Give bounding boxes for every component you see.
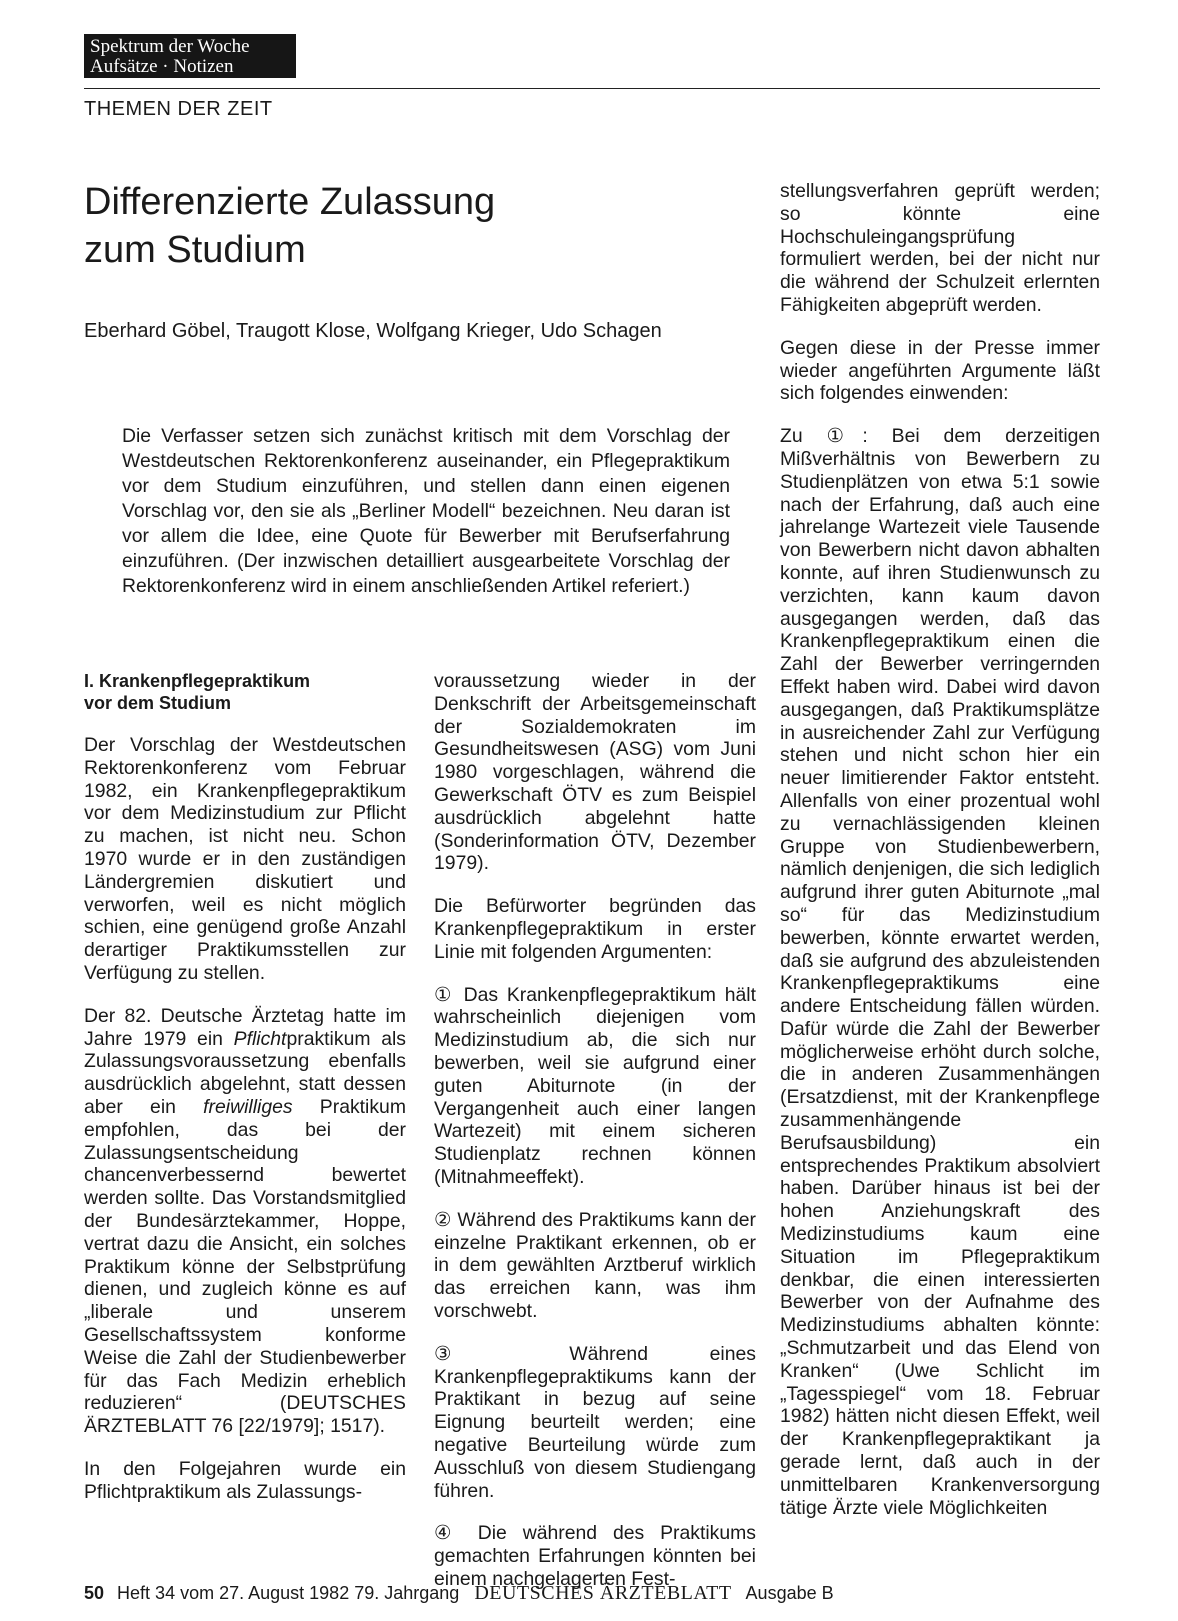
heading-line-1: I. Krankenpflegepraktikum [84, 671, 311, 691]
emphasis-pflicht: Pflicht [233, 1027, 287, 1050]
section-header-box [84, 34, 296, 78]
header-box-line2: Aufsätze · Notizen [90, 56, 234, 77]
authors: Eberhard Göbel, Traugott Klose, Wolfgang Krieger, Udo Schagen [84, 320, 662, 342]
heading-line-2: vor dem Studium [84, 693, 232, 713]
text-run: praktikum als Zulassungsvoraussetzung ebenfalls ausdrücklich abgelehnt, statt dessen aber ein [84, 1027, 406, 1118]
edition: Ausgabe B [745, 1583, 834, 1603]
paragraph [84, 1005, 406, 1438]
section-label: THEMEN DER ZEIT [84, 98, 273, 120]
text-run: Praktikum empfohlen, das bei der Zulassungsentscheidung chancenverbessernd bewertet werden sollte. Das Vorstandsmitglied der Bundesärztekammer, Hoppe, vertrat dazu die Ansicht, ein solches Praktikum könne der Selbstprüfung dienen, und zugleich könne es auf „liberale und unserem Gesellschaftssystem konforme Weise die Zahl der Studienbewerber für das Fach Medizin erheblich reduzieren“ (DEUTSCHES ÄRZTEBLATT 76 [22/1979]; 1517). [84, 1095, 406, 1438]
paragraph: Der Vorschlag der Westdeutschen Rektorenkonferenz vom Februar 1982, ein Krankenpflegepraktikum vor dem Medizinstudium zur Pflicht zu machen, ist nicht neu. Schon 1970 wurde er in den zuständigen Ländergremien diskutiert und verworfen, weil es nicht möglich schien, eine genügend große Anzahl derartiger Praktikumsstellen zur Verfügung zu stellen. [84, 734, 406, 984]
paragraph: ③ Während eines Krankenpflegepraktikums kann der Praktikant in bezug auf seine Eignung beurteilt werden; eine negative Beurteilung würde zum Ausschluß von diesem Studiengang führen. [434, 1342, 756, 1502]
column-2 [434, 670, 756, 1611]
issue-info: Heft 34 vom 27. August 1982 79. Jahrgang [117, 1583, 460, 1603]
paragraph: ④ Die während des Praktikums gemachten Erfahrungen könnten bei einem nachgelagerten Fest- [434, 1522, 756, 1590]
header-rule [84, 88, 1100, 89]
paragraph: ② Während des Praktikums kann der einzelne Praktikant erkennen, ob er in dem gewählten Arztberuf wirklich das erreichen kann, was ihm vorschwebt. [434, 1208, 756, 1322]
emphasis-freiwilliges: freiwilliges [203, 1095, 293, 1118]
paragraph: ① Das Krankenpflegepraktikum hält wahrscheinlich diejenigen vom Medizinstudium ab, die sich nur bewerben, weil sie aufgrund einer guten Abiturnote (in der Vergangenheit auch einer langen Wartezeit) mit einem sicheren Studienplatz rechnen können (Mitnahmeeffekt). [434, 983, 756, 1188]
column-1 [84, 670, 406, 1524]
magazine-name: DEUTSCHES ÄRZTEBLATT [474, 1582, 732, 1604]
paragraph: stellungsverfahren geprüft werden; so könnte eine Hochschuleingangsprüfung formuliert werden, bei der nicht nur die während der Schulzeit erlernten Fähigkeiten abgeprüft werden. [780, 180, 1100, 316]
section-heading [84, 670, 406, 714]
page-number: 50 [84, 1583, 105, 1603]
paragraph: Zu ①: Bei dem derzeitigen Mißverhältnis von Bewerbern zu Studienplätzen von etwa 5:1 sowie nach der Erfahrung, daß auch eine jahrelange Wartezeit viele Tausende von Bewerbern nicht davon abhalten konnte, auf ihren Studienwunsch zu verzichten, kann kaum davon ausgegangen werden, daß das Krankenpflegepraktikum einen die Zahl der Bewerber verringernden Effekt haben wird. Dabei wird davon ausgegangen, daß Praktikumsplätze in ausreichender Zahl zur Verfügung stehen und nicht schon hier ein neuer limitierender Faktor entsteht. Allenfalls von einer prozentual wohl zu vernachlässigenden kleinen Gruppe von Studienbewerbern, nämlich denjenigen, die sich lediglich aufgrund ihrer guten Abiturnote „mal so“ für das Medizinstudium bewerben, könnte erwartet werden, daß sie aufgrund des abzuleistenden Krankenpflegepraktikums eine andere Entscheidung fällen würden. Dafür würde die Zahl der Bewerber möglicherweise erhöht durch solche, die in anderen Zusammenhängen (Ersatzdienst, mit der Krankenpflege zusammenhängende Berufsausbildung) ein entsprechendes Praktikum absolviert haben. Darüber hinaus ist bei der hohen Anziehungskraft des Medizinstudiums kaum eine Situation im Pflegepraktikum denkbar, die einen interessierten Bewerber von der Aufnahme des Medizinstudiums abhalten könnte: „Schmutzarbeit und das Elend von Kranken“ (Uwe Schlicht im „Tagesspiegel“ vom 18. Februar 1982) hätten nicht diesen Effekt, weil der Krankenpflegepraktikant ja gerade lernt, daß auch in der unmittelbaren Krankenversorgung tätige Ärzte viele Möglichkeiten [780, 425, 1100, 1519]
title-line-1: Differenzierte Zulassung [84, 181, 496, 223]
paragraph: In den Folgejahren wurde ein Pflichtpraktikum als Zulassungs- [84, 1457, 406, 1503]
page-footer [84, 1582, 834, 1605]
paragraph: Die Befürworter begründen das Krankenpflegepraktikum in erster Linie mit folgenden Argumenten: [434, 895, 756, 963]
column-3 [780, 180, 1100, 1539]
header-box-line1: Spektrum der Woche [90, 36, 250, 57]
title-line-2: zum Studium [84, 229, 306, 271]
abstract: Die Verfasser setzen sich zunächst kritisch mit dem Vorschlag der Westdeutschen Rektorenkonferenz auseinander, ein Pflegepraktikum vor dem Studium einzuführen, und stellen dann einen eigenen Vorschlag vor, den sie als „Berliner Modell“ bezeichnen. Neu daran ist vor allem die Idee, eine Quote für Bewerber mit Berufserfahrung einzuführen. (Der inzwischen detailliert ausgearbeitete Vorschlag der Rektorenkonferenz wird in einem anschließenden Artikel referiert.) [122, 425, 730, 597]
article-title [84, 178, 724, 274]
paragraph: Gegen diese in der Presse immer wieder angeführten Argumente läßt sich folgendes einwenden: [780, 336, 1100, 405]
text-run: Der 82. Deutsche Ärztetag hatte im Jahre 1979 ein [84, 1004, 406, 1050]
paragraph: voraussetzung wieder in der Denkschrift der Arbeitsgemeinschaft der Sozialdemokraten im Gesundheitswesen (ASG) vom Juni 1980 vorgeschlagen, während die Gewerkschaft ÖTV es zum Beispiel ausdrücklich abgelehnt hatte (Sonderinformation ÖTV, Dezember 1979). [434, 670, 756, 875]
